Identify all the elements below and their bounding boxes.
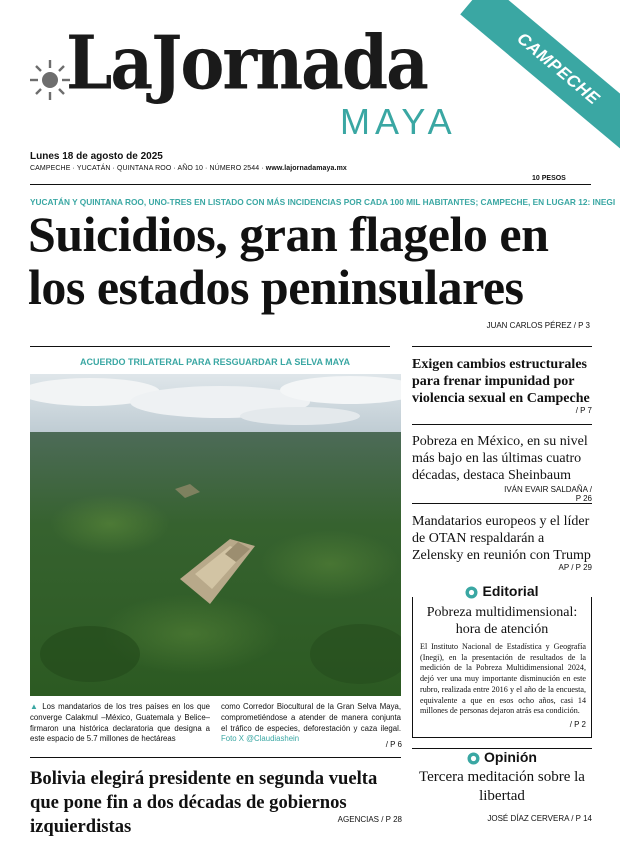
lead-kicker: YUCATÁN Y QUINTANA ROO, UNO-TRES EN LISTADO CON MÁS INCIDENCIAS POR CADA 100 MIL HABITANTES; CAMPECHE, EN LUGAR 12: INEGI (30, 197, 616, 207)
divider (412, 424, 592, 425)
issue-date: Lunes 18 de agosto de 2025 (30, 151, 163, 162)
feature-kicker: ACUERDO TRILATERAL PARA RESGUARDAR LA SELVA MAYA (79, 357, 350, 367)
story-headline-3[interactable]: Mandatarios europeos y el líder de OTAN respaldarán a Zelensky en reunión con Trump (412, 514, 591, 563)
lead-headline-line2: los estados peninsulares (28, 259, 524, 315)
photo-credit: Foto X @Claudiashein (221, 734, 300, 744)
sun-emblem-icon (465, 586, 478, 599)
sun-emblem-icon (467, 752, 480, 765)
opinion-heading (412, 749, 592, 765)
edition-subtitle: MAYA (340, 101, 457, 142)
region-band: CAMPECHE (460, 0, 620, 156)
lead-headline-line1: Suicidios, gran flagelo en (28, 206, 549, 262)
divider (30, 757, 401, 758)
opinion-label: Opinión (484, 749, 537, 765)
aerial-photo-jungle[interactable] (30, 374, 401, 696)
story-headline-1[interactable]: Exigen cambios estructurales para frenar impunidad por violencia sexual en Campeche (412, 357, 590, 406)
brand-logo[interactable]: LaJornada (66, 19, 427, 107)
divider (412, 346, 592, 347)
editorial-heading (412, 583, 592, 599)
issue-meta-text: CAMPECHE · YUCATÁN · QUINTANA ROO · AÑO 10 · NÚMERO 2544 · (30, 165, 266, 172)
divider (30, 346, 390, 347)
editorial-title[interactable]: Pobreza multidimensional: hora de atención (426, 605, 578, 637)
triangle-marker-icon: ▲ (30, 702, 40, 711)
editorial-ref: / P 2 (569, 720, 586, 729)
divider (30, 184, 591, 185)
page-reference: / P 6 (385, 740, 402, 749)
opinion-title[interactable]: Tercera meditación sobre la libertad (419, 769, 585, 804)
photo-caption-part2 (221, 702, 401, 745)
issue-meta (30, 165, 347, 172)
divider (412, 503, 592, 504)
opinion-byline: JOSÉ DÍAZ CERVERA / P 14 (487, 814, 592, 823)
story-ref-1: / P 7 (575, 406, 592, 415)
website-link[interactable]: www.lajornadamaya.mx (265, 165, 347, 172)
caption-text: Los mandatarios de los tres países en los que converge Calakmul –México, Guatemala y Belice– firmaron una histórica declaratoria que designa a este espacio de 5.7 millones de hectáreas (30, 702, 210, 744)
bottom-byline: AGENCIAS / P 28 (337, 815, 402, 824)
bottom-headline[interactable]: Bolivia elegirá presidente en segunda vuelta que pone fin a dos décadas de gobiernos izquierdistas (30, 768, 378, 837)
caption-text: como Corredor Biocultural de la Gran Selva Maya, comprometiéndose a atender de manera conjunta el tráfico de especies, deforestación y caza ilegal. (221, 702, 401, 733)
story-ref-2: IVÁN EVAIR SALDAÑA / P 26 (504, 485, 592, 503)
lead-headline[interactable] (28, 208, 594, 314)
story-ref-3: AP / P 29 (558, 563, 592, 572)
photo-caption-part1 (30, 702, 210, 745)
editorial-body: El Instituto Nacional de Estadística y Geografía (Inegi), en la presentación de resultados de la medición de la Pobreza Multidimensional 2024, dejó ver una muy importante disminución en este rubro, realizada entre 2016 y el año de la encuesta, equivalente a que en esos ocho años, casi 14 millones de personas dejaron atrás esa condición. (420, 642, 586, 716)
price-label: 10 PESOS (532, 175, 566, 182)
editorial-label: Editorial (482, 583, 539, 599)
lead-byline: JUAN CARLOS PÉREZ / P 3 (486, 321, 590, 330)
story-headline-2[interactable]: Pobreza en México, en su nivel más bajo en las últimas cuatro décadas, destaca Sheinbaum (412, 434, 588, 483)
